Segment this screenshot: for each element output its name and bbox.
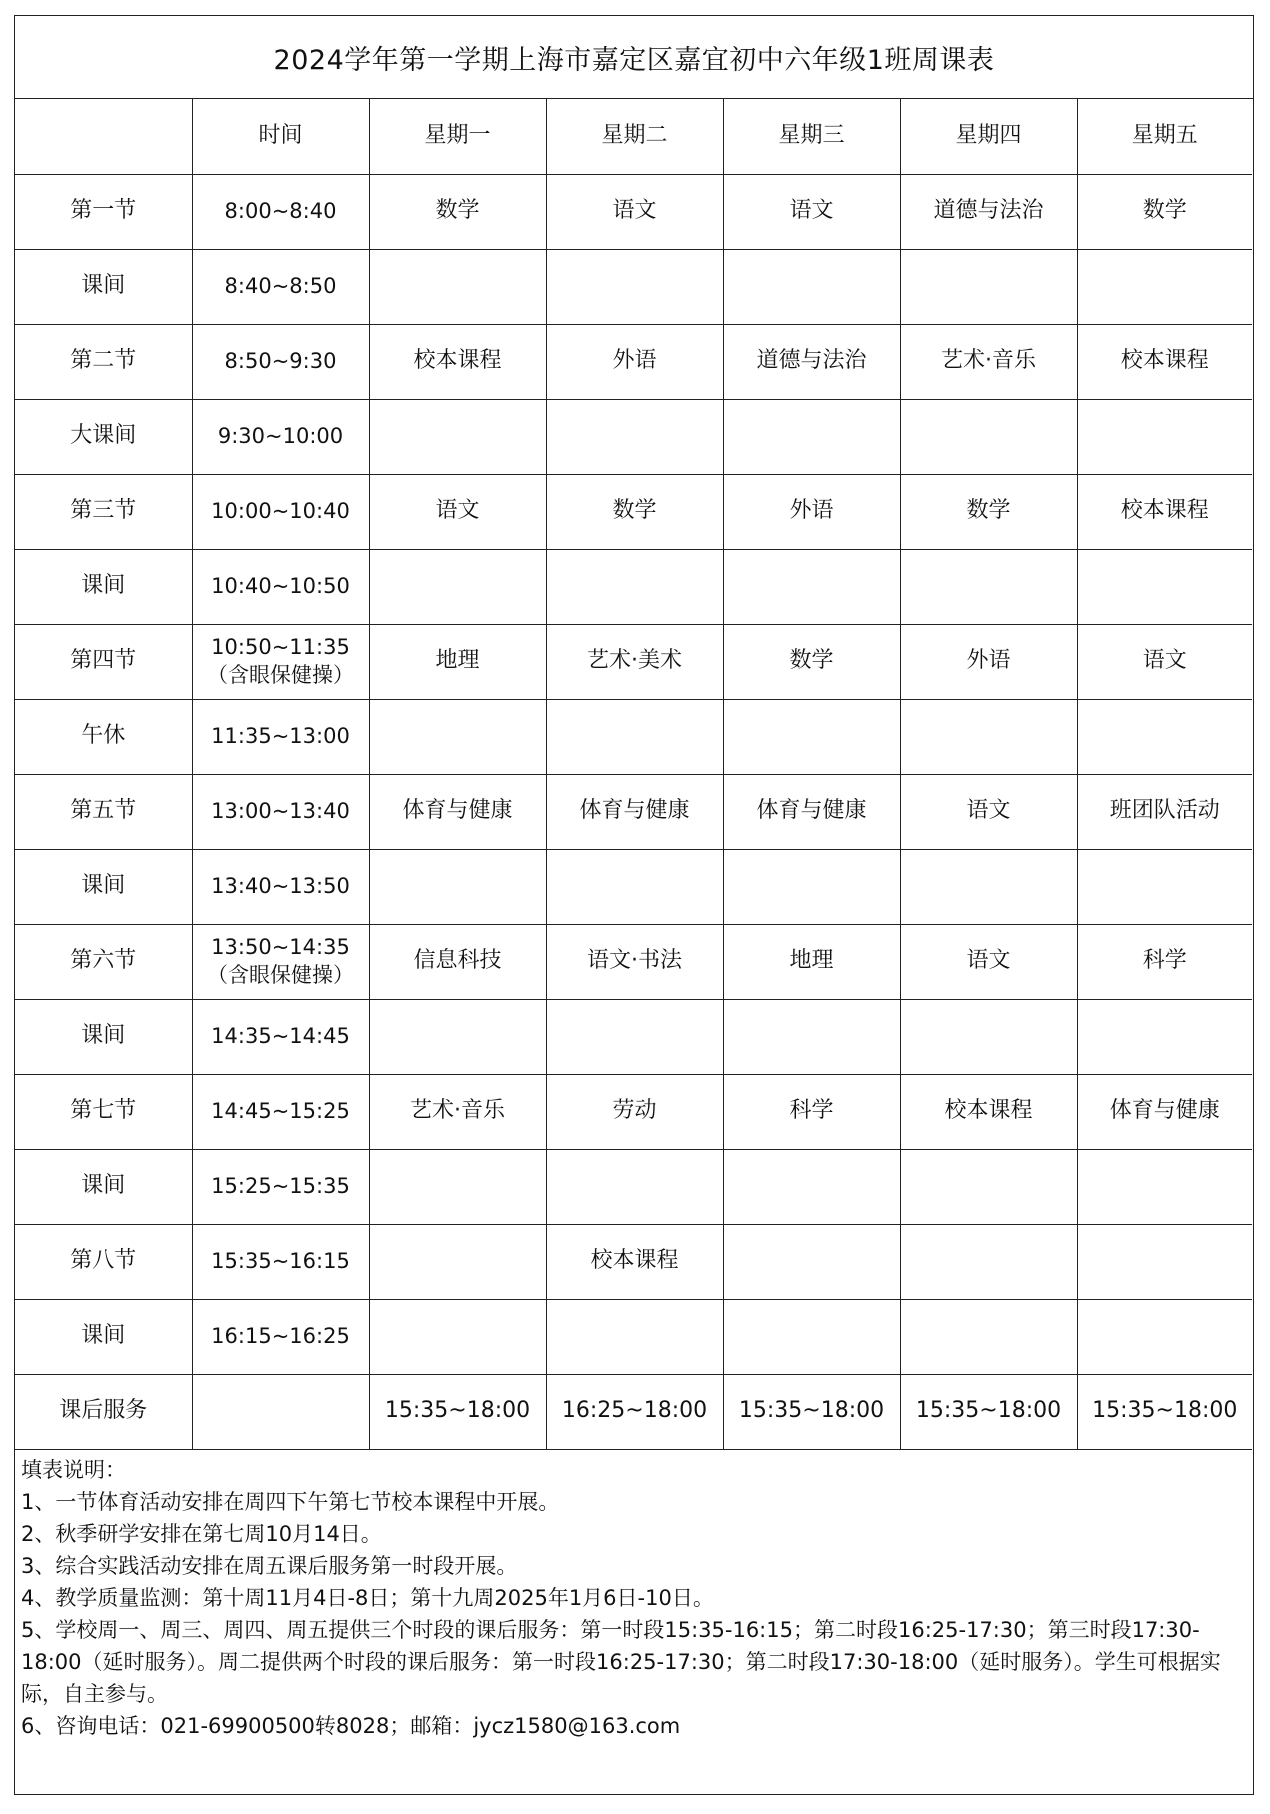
course-cell: 语文 <box>900 924 1077 999</box>
period-label-cell: 第二节 <box>15 324 192 399</box>
header-day-cell: 星期五 <box>1077 99 1252 174</box>
period-time-cell <box>192 1074 369 1149</box>
course-cell: 15:35~18:00 <box>723 1374 900 1449</box>
course-cell <box>723 849 900 924</box>
course-cell <box>546 849 723 924</box>
schedule-row <box>15 774 1252 849</box>
course-cell <box>546 1299 723 1374</box>
schedule-row <box>15 1074 1252 1149</box>
course-cell: 校本课程 <box>900 1074 1077 1149</box>
course-cell <box>900 1224 1077 1299</box>
course-cell: 体育与健康 <box>369 774 546 849</box>
period-time-text: 8:00~8:40 <box>224 198 337 223</box>
course-cell <box>546 399 723 474</box>
course-cell <box>900 1149 1077 1224</box>
period-time-text: 10:40~10:50 <box>211 573 350 598</box>
period-time-cell <box>192 399 369 474</box>
course-cell <box>723 699 900 774</box>
course-cell: 艺术·音乐 <box>369 1074 546 1149</box>
course-cell: 数学 <box>723 624 900 699</box>
course-cell <box>369 549 546 624</box>
period-label-cell: 课间 <box>15 249 192 324</box>
course-cell: 语文 <box>723 174 900 249</box>
header-row <box>15 99 1252 174</box>
course-cell: 科学 <box>1077 924 1252 999</box>
course-cell <box>900 849 1077 924</box>
period-time-text: 9:30~10:00 <box>217 423 344 448</box>
notes-heading: 填表说明： <box>21 1458 126 1482</box>
course-cell: 地理 <box>369 624 546 699</box>
notes-section <box>21 1454 1246 1742</box>
course-cell: 数学 <box>1077 174 1252 249</box>
period-label-cell: 第六节 <box>15 924 192 999</box>
period-time-cell <box>192 174 369 249</box>
course-cell <box>723 249 900 324</box>
course-cell <box>723 399 900 474</box>
course-cell <box>546 249 723 324</box>
header-day-cell: 星期一 <box>369 99 546 174</box>
header-day-cell: 星期二 <box>546 99 723 174</box>
period-time-cell <box>192 849 369 924</box>
course-cell <box>369 1224 546 1299</box>
period-time-cell <box>192 1299 369 1374</box>
course-cell <box>1077 399 1252 474</box>
period-time-cell <box>192 249 369 324</box>
course-cell <box>546 1149 723 1224</box>
course-cell <box>723 1299 900 1374</box>
course-cell <box>369 699 546 774</box>
period-time-cell <box>192 699 369 774</box>
schedule-table <box>15 99 1252 1450</box>
period-time-note: （含眼保健操） <box>207 662 354 687</box>
course-cell <box>900 249 1077 324</box>
course-cell <box>1077 1224 1252 1299</box>
period-label-cell: 第三节 <box>15 474 192 549</box>
header-time-cell: 时间 <box>192 99 369 174</box>
course-cell: 校本课程 <box>546 1224 723 1299</box>
course-cell <box>723 549 900 624</box>
course-cell <box>900 699 1077 774</box>
course-cell <box>723 999 900 1074</box>
period-time-text: 10:50~11:35 <box>211 635 350 660</box>
course-cell: 班团队活动 <box>1077 774 1252 849</box>
course-cell: 地理 <box>723 924 900 999</box>
timetable-sheet <box>14 15 1254 1795</box>
period-time-text: 13:00~13:40 <box>211 798 350 823</box>
note-item: 3、综合实践活动安排在周五课后服务第一时段开展。 <box>21 1554 518 1578</box>
period-time-text: 14:45~15:25 <box>211 1098 350 1123</box>
schedule-row <box>15 324 1252 399</box>
course-cell: 体育与健康 <box>546 774 723 849</box>
schedule-row <box>15 699 1252 774</box>
schedule-row <box>15 1149 1252 1224</box>
note-item: 5、学校周一、周三、周四、周五提供三个时段的课后服务：第一时段15:35-16:15；第二时段16:25-17:30；第三时段17:30-18:00（延时服务）。周二提供两个时段的课后服务：第一时段16:25-17:30；第二时段17:30-18:00（延时服务）。学生可根据实际，自主参与。 <box>21 1618 1221 1706</box>
note-item: 6、咨询电话：021-69900500转8028；邮箱：jycz1580@163.com <box>21 1714 681 1738</box>
schedule-body <box>15 99 1252 1449</box>
schedule-row <box>15 999 1252 1074</box>
note-item: 4、教学质量监测：第十周11月4日-8日；第十九周2025年1月6日-10日。 <box>21 1586 714 1610</box>
period-time-text: 15:25~15:35 <box>211 1173 350 1198</box>
schedule-row <box>15 1299 1252 1374</box>
course-cell <box>1077 999 1252 1074</box>
schedule-row <box>15 624 1252 699</box>
schedule-row <box>15 1224 1252 1299</box>
period-label-cell: 第五节 <box>15 774 192 849</box>
schedule-row <box>15 474 1252 549</box>
course-cell: 数学 <box>546 474 723 549</box>
period-time-cell <box>192 1224 369 1299</box>
period-time-cell <box>192 924 369 999</box>
period-time-text: 14:35~14:45 <box>211 1023 350 1048</box>
period-time-cell <box>192 624 369 699</box>
period-time-text: 11:35~13:00 <box>211 723 350 748</box>
course-cell <box>1077 1149 1252 1224</box>
header-corner-cell <box>15 99 192 174</box>
course-cell <box>546 699 723 774</box>
period-time-text: 10:00~10:40 <box>211 498 350 523</box>
course-cell: 语文 <box>1077 624 1252 699</box>
course-cell <box>369 1149 546 1224</box>
schedule-row <box>15 174 1252 249</box>
period-time-cell <box>192 549 369 624</box>
course-cell: 语文·书法 <box>546 924 723 999</box>
course-cell <box>369 849 546 924</box>
course-cell: 语文 <box>546 174 723 249</box>
schedule-row <box>15 549 1252 624</box>
period-time-cell <box>192 1374 369 1449</box>
course-cell <box>1077 1299 1252 1374</box>
course-cell <box>369 1299 546 1374</box>
header-day-cell: 星期四 <box>900 99 1077 174</box>
course-cell <box>546 999 723 1074</box>
period-label-cell: 第八节 <box>15 1224 192 1299</box>
period-label-cell: 第一节 <box>15 174 192 249</box>
period-time-note: （含眼保健操） <box>207 962 354 987</box>
period-label-cell: 课间 <box>15 549 192 624</box>
period-label-cell: 午休 <box>15 699 192 774</box>
period-label-cell: 大课间 <box>15 399 192 474</box>
course-cell: 校本课程 <box>1077 324 1252 399</box>
schedule-row <box>15 249 1252 324</box>
course-cell <box>369 399 546 474</box>
period-time-text: 16:15~16:25 <box>211 1323 350 1348</box>
course-cell <box>1077 249 1252 324</box>
header-day-cell: 星期三 <box>723 99 900 174</box>
course-cell: 艺术·音乐 <box>900 324 1077 399</box>
course-cell: 16:25~18:00 <box>546 1374 723 1449</box>
period-time-text: 8:40~8:50 <box>224 273 337 298</box>
period-label-cell: 课间 <box>15 1149 192 1224</box>
course-cell: 外语 <box>723 474 900 549</box>
course-cell: 劳动 <box>546 1074 723 1149</box>
course-cell <box>900 1299 1077 1374</box>
course-cell <box>1077 849 1252 924</box>
course-cell: 校本课程 <box>1077 474 1252 549</box>
period-label-cell: 第七节 <box>15 1074 192 1149</box>
course-cell: 道德与法治 <box>900 174 1077 249</box>
period-time-cell <box>192 1149 369 1224</box>
period-time-text: 13:40~13:50 <box>211 873 350 898</box>
course-cell: 科学 <box>723 1074 900 1149</box>
note-item: 2、秋季研学安排在第七周10月14日。 <box>21 1522 382 1546</box>
course-cell <box>900 999 1077 1074</box>
course-cell: 语文 <box>369 474 546 549</box>
page-title: 2024学年第一学期上海市嘉定区嘉宜初中六年级1班周课表 <box>15 16 1253 99</box>
period-time-text: 15:35~16:15 <box>211 1248 350 1273</box>
schedule-row <box>15 1374 1252 1449</box>
period-label-cell: 课间 <box>15 849 192 924</box>
course-cell: 15:35~18:00 <box>1077 1374 1252 1449</box>
course-cell: 校本课程 <box>369 324 546 399</box>
course-cell: 15:35~18:00 <box>900 1374 1077 1449</box>
course-cell: 艺术·美术 <box>546 624 723 699</box>
period-label-cell: 课后服务 <box>15 1374 192 1449</box>
schedule-row <box>15 924 1252 999</box>
period-time-text: 13:50~14:35 <box>211 935 350 960</box>
course-cell <box>900 549 1077 624</box>
course-cell <box>369 249 546 324</box>
schedule-row <box>15 849 1252 924</box>
course-cell <box>900 399 1077 474</box>
period-time-cell <box>192 474 369 549</box>
course-cell: 信息科技 <box>369 924 546 999</box>
course-cell: 体育与健康 <box>723 774 900 849</box>
course-cell: 外语 <box>546 324 723 399</box>
course-cell: 15:35~18:00 <box>369 1374 546 1449</box>
period-time-cell <box>192 999 369 1074</box>
period-label-cell: 第四节 <box>15 624 192 699</box>
period-label-cell: 课间 <box>15 999 192 1074</box>
course-cell: 数学 <box>369 174 546 249</box>
note-item: 1、一节体育活动安排在周四下午第七节校本课程中开展。 <box>21 1490 560 1514</box>
period-label-cell: 课间 <box>15 1299 192 1374</box>
schedule-row <box>15 399 1252 474</box>
course-cell: 外语 <box>900 624 1077 699</box>
course-cell: 数学 <box>900 474 1077 549</box>
course-cell <box>1077 549 1252 624</box>
course-cell <box>546 549 723 624</box>
course-cell <box>723 1149 900 1224</box>
period-time-text: 8:50~9:30 <box>224 348 337 373</box>
course-cell <box>1077 699 1252 774</box>
course-cell <box>723 1224 900 1299</box>
period-time-cell <box>192 324 369 399</box>
course-cell <box>369 999 546 1074</box>
course-cell: 体育与健康 <box>1077 1074 1252 1149</box>
course-cell: 语文 <box>900 774 1077 849</box>
course-cell: 道德与法治 <box>723 324 900 399</box>
period-time-cell <box>192 774 369 849</box>
